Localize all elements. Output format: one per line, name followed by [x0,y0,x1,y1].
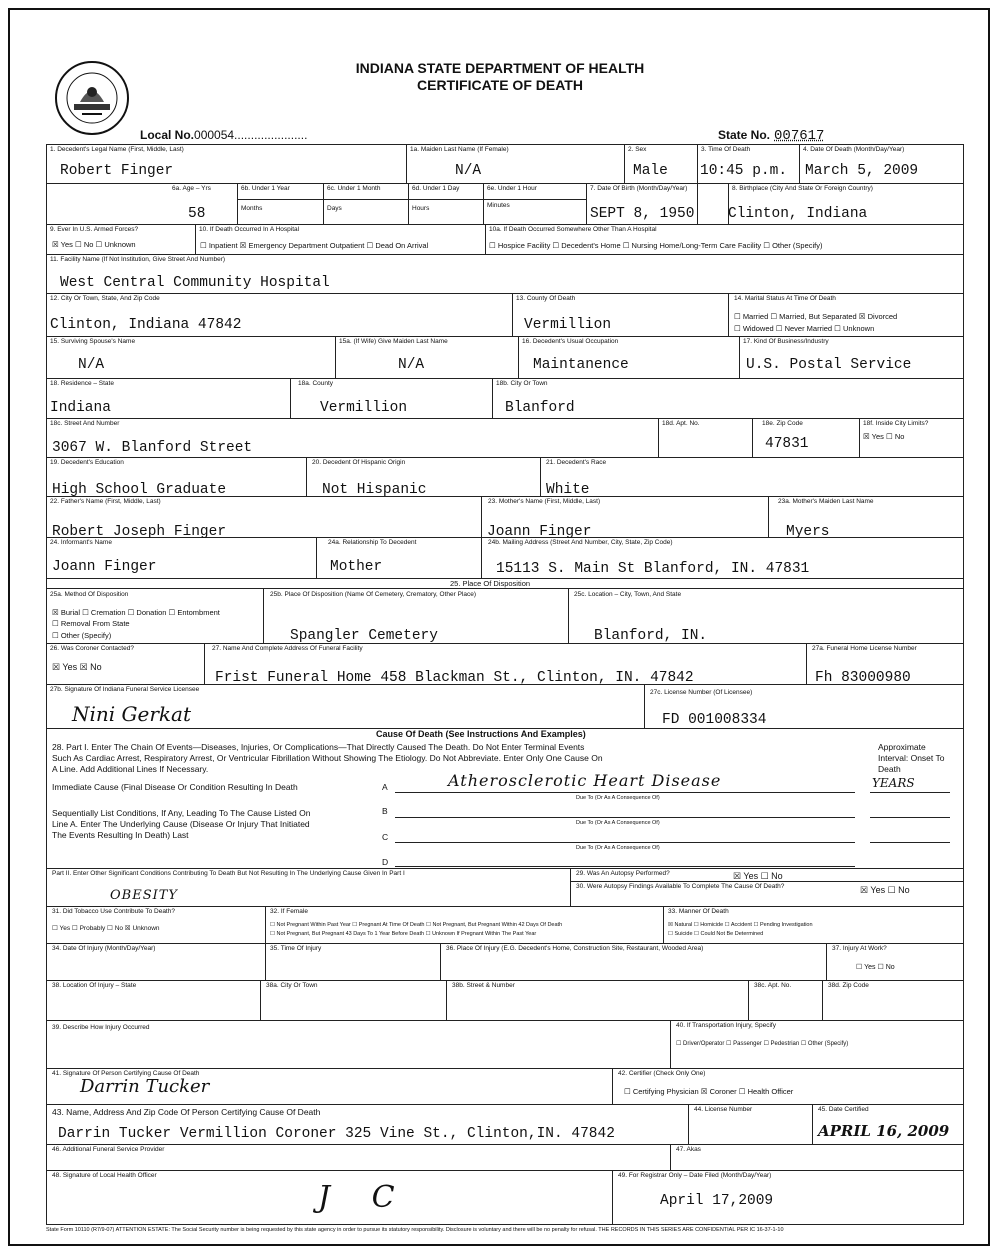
autopsy-findings-options[interactable]: ☒ Yes ☐ No [860,885,910,895]
state-seal-icon [52,58,132,138]
date-certified[interactable]: APRIL 16, 2009 [818,1122,950,1140]
disposition-location[interactable]: Blanford, IN. [594,628,708,644]
hispanic-origin[interactable]: Not Hispanic [322,482,427,498]
label-43: 43. Name, Address And Zip Code Of Person Certifying Cause Of Death [52,1107,321,1117]
label-27: 27. Name And Complete Address Of Funeral Facility [212,645,363,652]
sex[interactable]: Male [633,163,668,179]
label-36: 36. Place Of Injury (E.G. Decedent's Home, Construction Site, Restaurant, Wooded Area) [446,945,704,952]
certificate-title: CERTIFICATE OF DEATH [417,77,583,93]
cemetery[interactable]: Spangler Cemetery [290,628,438,644]
label-27a: 27a. Funeral Home License Number [812,645,917,652]
label-8: 8. Birthplace (City And State Or Foreign Country) [732,185,873,192]
label-15: 15. Surviving Spouse's Name [50,338,136,345]
facility-name[interactable]: West Central Community Hospital [60,275,330,291]
date-of-birth[interactable]: SEPT 8, 1950 [590,206,695,222]
disposition-options-2[interactable]: ☐ Removal From State [52,619,130,628]
label-31: 31. Did Tobacco Use Contribute To Death? [52,908,175,915]
label-21: 21. Decedent's Race [546,459,607,466]
label-6d: 6d. Under 1 Day [412,185,460,192]
father-name[interactable]: Robert Joseph Finger [52,524,227,540]
other-place-options[interactable]: ☐ Hospice Facility ☐ Decedent's Home ☐ Nursing Home/Long-Term Care Facility ☐ Other (Specify) [489,241,823,250]
label-30: 30. Were Autopsy Findings Available To Complete The Cause Of Death? [576,883,785,890]
decedent-name[interactable]: Robert Finger [60,163,174,179]
label-1: 1. Decedent's Legal Name (First, Middle, Last) [50,146,184,153]
disposition-options-1[interactable]: ☒ Burial ☐ Cremation ☐ Donation ☐ Entombment [52,608,220,617]
death-certificate-page: INDIANA STATE DEPARTMENT OF HEALTH CERTIFICATE OF DEATH Local No.000054...................... State No. 007617 1. Decedent's Legal Name (First, Middle, Last) 1a. Maiden Last Name (If Female) 2. Sex 3. Time Of Death 4. Date Of Death (Month/Day/Year) Robert Finger N/A Male 10:45 p.m. March 5, 2009 6a. Age – Yrs 6b. Under 1 Year 6c. Under 1 Month 6d. Under 1 Day 6e. Under 1 Hour Months Days Hours Minutes 7. Date Of Birth (Month/Day/Year) 8. Birthplace (City And State Or Foreign Country) 58 SEPT 8, 1950 Clinton, Indiana 9. Ever In U.S. Armed Forces? 10. If Death Occurred In A Hospital 10a. If Death Occurred Somewhere Other Than A Hospital ☒ Yes ☐ No ☐ Unknown ☐ Inpatient ☒ Emergency Department Outpatient ☐ Dead On Arrival ☐ Hospice Facility ☐ Decedent's Home ☐ Nursing Home/Long-Term Care Facility ☐ Other (Specify) 11. Facility Name (If Not Institution, Give Street And Number) West Central Community Hospital 12. City Or Town, State, And Zip Code 13. County Of Death 14. Marital Status At Time Of Death Clinton, Indiana 47842 Vermillion ☐ Married ☐ Married, But Separated ☒ Divorced ☐ Widowed ☐ Never Married ☐ Unknown 15. Surviving Spouse's Name 15a. (If Wife) Give Maiden Last Name 16. Decedent's Usual Occupation 17. Kind Of Business/Industry N/A N/A Maintanence U.S. Postal Service 18. Residence – State 18a. County 18b. City Or Town Indiana Vermillion Blanford 18c. Street And Number 18d. Apt. No. 18e. Zip Code 18f. Inside City Limits? 3067 W. Blanford Street 47831 ☒ Yes ☐ No 19. Decedent's Education 20. Decedent Of Hispanic Origin 21. Decedent's Race High School Graduate Not Hispanic White 22. Father's Name (First, Middle, Last) 23. Mother's Name (First, Middle, Last) 23a. Mother's Maiden Last Name Robert Joseph Finger Joann Finger Myers 24. Informant's Name 24a. Relationship To Decedent 24b. Mailing Address (Street And Number, City, State, Zip Code) Joann Finger Mother 15113 S. Main St Blanford, IN. 47831 25. Place Of Disposition 25a. Method Of Disposition 25b. Place Of Disposition (Name Of Cemetery, Crematory, Other Place) 25c. Location – City, Town, And State ☒ Burial ☐ Cremation ☐ Donation ☐ Entombment ☐ Removal From State ☐ Other (Specify) Spangler Cemetery Blanford, IN. 26. Was Coroner Contacted? 27. Name And Complete Address Of Funeral Facility 27a. Funeral Home License Number ☒ Yes ☒ No Frist Funeral Home 458 Blackman St., Clinton, IN. 47842 Fh 83000980 27b. Signature Of Indiana Funeral Service Licensee 27c. License Number (Of Licensee) Nini Gerkat FD 001008334 Cause Of Death (See Instructions And Examples) 28. Part I. Enter The Chain Of Events—Diseases, Injuries, Or Complications—That Directly Caused The Death. Do Not Enter Terminal Events Such As Cardiac Arrest, Respiratory Arrest, Or Ventricular Fibrillation Without Showing The Etiology. Do Not Abbreviate. Enter Only One Cause On A Line. Add Additional Lines If Necessary. Approximate Interval: Onset To Death Immediate Cause (Final Disease Or Condition Resulting In Death A Sequentially List Conditions, If Any, Leading To The Cause Listed On Line A. Enter The Underlying Cause (Disease Or Injury That Initiated The Events Resulting In Death) Last B C D Due To (Or As A Consequence Of) Due To (Or As A Consequence Of) Due To (Or As A Consequence Of) Atherosclerotic Heart Disease YEARS Part II. Enter Other Significant Conditions Contributing To Death But Not Resulting In The Underlying Cause Given In Part I 29. Was An Autopsy Performed? ☒ Yes ☐ No 30. Were Autopsy Findings Available To Complete The Cause Of Death? ☒ Yes ☐ No OBESITY 31. Did Tobacco Use Contribute To Death? 32. If Female 33. Manner Of Death ☐ Yes ☐ Probably ☐ No ☒ Unknown ☐ Not Pregnant Within Past Year ☐ Pregnant At Time Of Death ☐ Not Pregnant, But Pregnant Within 42 Days Of Death ☐ Not Pregnant, But Pregnant 43 Days To 1 Year Before Death ☐ Unknown If Pregnant Within The Past Year ☒ Natural ☐ Homicide ☐ Accident ☐ Pending Investigation ☐ Suicide ☐ Could Not Be Determined 34. Date Of Injury (Month/Day/Year) 35. Time Of Injury 36. Place Of Injury (E.G. Decedent's Home, Construction Site, Restaurant, Wooded Area) 37. Injury At Work? ☐ Yes ☐ No 38. Location Of Injury – State 38a. City Or Town 38b. Street & Number 38c. Apt. No. 38d. Zip Code 39. Describe How Injury Occurred 40. If Transportation Injury, Specify ☐ Driver/Operator ☐ Passenger ☐ Pedestrian ☐ Other (Specify) 41. Signature Of Person Certifying Cause Of Death 42. Certifier (Check Only One) Darrin Tucker ☐ Certifying Physician ☒ Coroner ☐ Health Officer 43. Name, Address And Zip Code Of Person Certifying Cause Of Death 44. License Number 45. Date Certified Darrin Tucker Vermillion Coroner 325 Vine St., Clinton,IN. 47842 APRIL 16, 2009 46. Additional Funeral Service Provider 47. Akas 48. Signature of Local Health Officer 49. For Registrar Only – Date Filed (Month/Day/Year) J C April 17,2009 State Form 10110 (R7/9-07) ATTENTION ESTATE: The Social Security number is being requested by this state agency in order to pursue its statutory responsibility. Disclosure is voluntary and there will be no penalty for refusal. THE RECORDS IN THIS SERIES ARE CONFIDENTIAL PER IC 16-37-1-10 [0,0,1000,1255]
label-18a: 18a. County [298,380,334,387]
label-11: 11. Facility Name (If Not Institution, Give Street And Number) [50,256,226,263]
label-49: 49. For Registrar Only – Date Filed (Month/Day/Year) [618,1172,772,1179]
label-24a: 24a. Relationship To Decedent [328,539,417,546]
label-2: 2. Sex [628,146,647,153]
label-41: 41. Signature Of Person Certifying Cause Of Death [52,1070,200,1077]
label-23: 23. Mother's Name (First, Middle, Last) [488,498,601,505]
label-1a: 1a. Maiden Last Name (If Female) [410,146,509,153]
label-20: 20. Decedent Of Hispanic Origin [312,459,406,466]
label-44: 44. License Number [694,1106,753,1113]
label-46: 46. Additional Funeral Service Provider [52,1146,165,1153]
autopsy-options[interactable]: ☒ Yes ☐ No [733,871,783,881]
label-6c: 6c. Under 1 Month [327,185,381,192]
label-10a: 10a. If Death Occurred Somewhere Other Than A Hospital [489,226,657,233]
label-12: 12. City Or Town, State, And Zip Code [50,295,160,302]
label-18d: 18d. Apt. No. [662,420,700,427]
cause-of-death-title: Cause Of Death (See Instructions And Examples) [376,729,586,739]
certifier-signature: Darrin Tucker [80,1076,210,1097]
hospital-options[interactable]: ☐ Inpatient ☒ Emergency Department Outpatient ☐ Dead On Arrival [200,241,429,250]
label-25: 25. Place Of Disposition [450,579,531,588]
label-24b: 24b. Mailing Address (Street And Number, City, State, Zip Code) [488,539,673,546]
race[interactable]: White [546,482,590,498]
label-7: 7. Date Of Birth (Month/Day/Year) [590,185,688,192]
label-18e: 18e. Zip Code [762,420,803,427]
marital-options-2[interactable]: ☐ Widowed ☐ Never Married ☐ Unknown [734,324,875,333]
agency-title: INDIANA STATE DEPARTMENT OF HEALTH [355,60,645,76]
label-10: 10. If Death Occurred In A Hospital [199,226,300,233]
age[interactable]: 58 [188,206,206,222]
residence-state[interactable]: Indiana [50,400,111,416]
label-25b: 25b. Place Of Disposition (Name Of Cemetery, Crematory, Other Place) [270,591,477,598]
label-39: 39. Describe How Injury Occurred [52,1024,150,1031]
date-filed[interactable]: April 17,2009 [660,1193,774,1209]
label-27c: 27c. License Number (Of Licensee) [650,689,753,696]
other-conditions[interactable]: OBESITY [110,888,178,903]
mother-maiden[interactable]: Myers [786,524,830,540]
label-13: 13. County Of Death [516,295,576,302]
maiden-name[interactable]: N/A [455,163,482,179]
mother-name[interactable]: Joann Finger [487,524,592,540]
manner-options-2[interactable]: ☐ Suicide ☐ Could Not Be Determined [668,931,764,937]
label-45: 45. Date Certified [818,1106,869,1113]
business[interactable]: U.S. Postal Service [746,357,912,373]
label-6b: 6b. Under 1 Year [241,185,290,192]
immediate-cause-label: Immediate Cause (Final Disease Or Condition Resulting In Death [52,782,298,792]
marital-options-1[interactable]: ☐ Married ☐ Married, But Separated ☒ Divorced [734,312,898,321]
birthplace[interactable]: Clinton, Indiana [728,206,868,222]
funeral-facility[interactable]: Frist Funeral Home 458 Blackman St., Clinton, IN. 47842 [215,670,694,686]
label-9: 9. Ever In U.S. Armed Forces? [50,226,139,233]
approx-interval: Approximate Interval: Onset To Death [878,742,945,774]
label-19: 19. Decedent's Education [50,459,124,466]
label-38c: 38c. Apt. No. [754,982,792,989]
interval-a[interactable]: YEARS [872,776,915,790]
label-22: 22. Father's Name (First, Middle, Last) [50,498,161,505]
city-limits-options[interactable]: ☒ Yes ☐ No [863,432,905,441]
outer-border [8,8,990,1246]
label-40: 40. If Transportation Injury, Specify [676,1022,776,1029]
label-48: 48. Signature of Local Health Officer [52,1172,157,1179]
part1-line-3: A Line. Add Additional Lines If Necessary. [52,764,209,774]
label-4: 4. Date Of Death (Month/Day/Year) [803,146,905,153]
label-15a: 15a. (If Wife) Give Maiden Last Name [339,338,448,345]
immediate-cause[interactable]: Atherosclerotic Heart Disease [448,771,722,790]
label-23a: 23a. Mother's Maiden Last Name [778,498,874,505]
label-42: 42. Certifier (Check Only One) [618,1070,706,1077]
residence-zip[interactable]: 47831 [765,436,809,452]
funeral-licensee-signature: Nini Gerkat [72,702,191,726]
part1-line-1: 28. Part I. Enter The Chain Of Events—Diseases, Injuries, Or Complications—That Directly Caused The Death. Do Not Enter Terminal Events [52,742,585,752]
occupation[interactable]: Maintanence [533,357,629,373]
licensee-number[interactable]: FD 001008334 [662,712,767,728]
residence-county[interactable]: Vermillion [320,400,408,416]
label-38: 38. Location Of Injury – State [52,982,137,989]
mailing-address[interactable]: 15113 S. Main St Blanford, IN. 47831 [496,561,810,577]
manner-options-1[interactable]: ☒ Natural ☐ Homicide ☐ Accident ☐ Pending Investigation [668,922,813,928]
coroner-contacted-options[interactable]: ☒ Yes ☒ No [52,662,102,672]
part2-label: Part II. Enter Other Significant Conditions Contributing To Death But Not Resulting In The Underlying Cause Given In Part I [52,870,405,877]
certifier-name-address[interactable]: Darrin Tucker Vermillion Coroner 325 Vine St., Clinton,IN. 47842 [58,1126,615,1142]
time-of-death[interactable]: 10:45 p.m. [700,163,788,179]
label-6a: 6a. Age – Yrs [172,185,211,192]
female-options-2[interactable]: ☐ Not Pregnant, But Pregnant 43 Days To 1 Year Before Death ☐ Unknown If Pregnant Within The Past Year [270,931,537,937]
label-32: 32. If Female [270,908,308,915]
relationship[interactable]: Mother [330,559,383,575]
label-27b: 27b. Signature Of Indiana Funeral Service Licensee [50,686,200,693]
label-25a: 25a. Method Of Disposition [50,591,129,598]
local-no: Local No.000054...................... [140,128,308,142]
label-38a: 38a. City Or Town [266,982,318,989]
label-18c: 18c. Street And Number [50,420,120,427]
footer-notice: State Form 10110 (R7/9-07) ATTENTION ESTATE: The Social Security number is being requested by this state agency in order to pursue its statutory responsibility. Disclosure is voluntary and there will be no penalty for refusal. THE RECORDS IN THIS SERIES ARE CONFIDENTIAL PER IC 16-37-1-10 [46,1227,784,1233]
state-no: State No. 007617 [718,128,825,144]
label-37: 37. Injury At Work? [832,945,887,952]
label-14: 14. Marital Status At Time Of Death [734,295,836,302]
label-35: 35. Time Of Injury [270,945,322,952]
spouse-maiden[interactable]: N/A [398,357,425,373]
label-16: 16. Decedent's Usual Occupation [522,338,619,345]
residence-street[interactable]: 3067 W. Blanford Street [52,440,253,456]
label-6e: 6e. Under 1 Hour [487,185,537,192]
transport-options[interactable]: ☐ Driver/Operator ☐ Passenger ☐ Pedestrian ☐ Other (Specify) [676,1041,849,1047]
armed-forces-options[interactable]: ☒ Yes ☐ No ☐ Unknown [52,240,136,249]
label-17: 17. Kind Of Business/Industry [743,338,829,345]
label-38b: 38b. Street & Number [452,982,515,989]
label-26: 26. Was Coroner Contacted? [50,645,134,652]
label-18: 18. Residence – State [50,380,114,387]
part1-line-2: Such As Cardiac Arrest, Respiratory Arrest, Or Ventricular Fibrillation Without Showing The Etiology. Do Not Abbreviate. Enter Only One Cause On [52,753,603,763]
health-officer-signature: J C [318,1180,411,1215]
label-25c: 25c. Location – City, Town, And State [574,591,682,598]
label-34: 34. Date Of Injury (Month/Day/Year) [52,945,156,952]
label-3: 3. Time Of Death [701,146,751,153]
certifier-options[interactable]: ☐ Certifying Physician ☒ Coroner ☐ Health Officer [624,1087,794,1096]
city-state-zip[interactable]: Clinton, Indiana 47842 [50,317,242,333]
female-options-1[interactable]: ☐ Not Pregnant Within Past Year ☐ Pregnant At Time Of Death ☐ Not Pregnant, But Pregnant Within 42 Days Of Death [270,922,563,928]
spouse-name[interactable]: N/A [78,357,105,373]
label-29: 29. Was An Autopsy Performed? [576,870,670,877]
label-33: 33. Manner Of Death [668,908,729,915]
label-47: 47. Akas [676,1146,701,1153]
injury-at-work-options[interactable]: ☐ Yes ☐ No [856,964,895,971]
disposition-options-3[interactable]: ☐ Other (Specify) [52,631,112,640]
funeral-license[interactable]: Fh 83000980 [815,670,911,686]
informant-name[interactable]: Joann Finger [52,559,157,575]
label-38d: 38d. Zip Code [828,982,869,989]
date-of-death[interactable]: March 5, 2009 [805,163,919,179]
label-18f: 18f. Inside City Limits? [863,420,929,427]
label-24: 24. Informant's Name [50,539,112,546]
residence-city[interactable]: Blanford [505,400,575,416]
county-of-death[interactable]: Vermillion [524,317,612,333]
tobacco-options[interactable]: ☐ Yes ☐ Probably ☐ No ☒ Unknown [52,925,160,932]
education[interactable]: High School Graduate [52,482,227,498]
label-18b: 18b. City Or Town [496,380,548,387]
